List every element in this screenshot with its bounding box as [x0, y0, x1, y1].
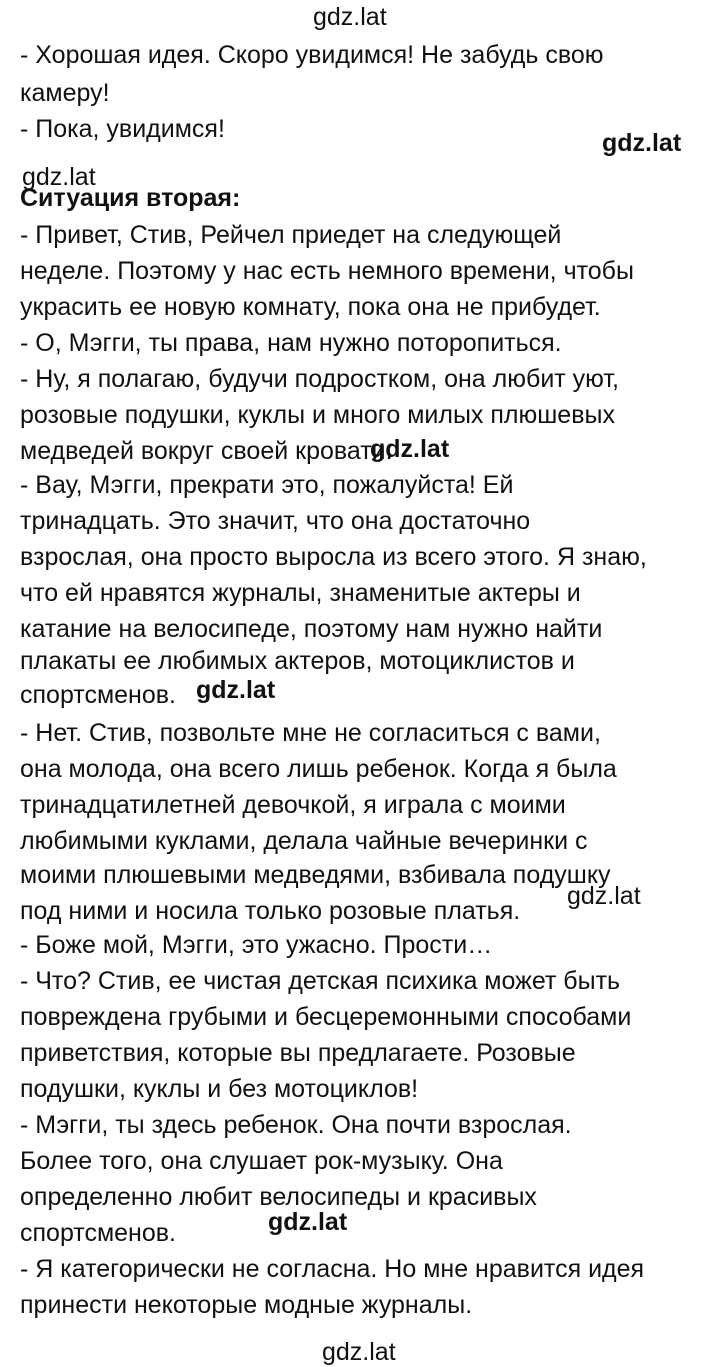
text-line: - Ну, я полагаю, будучи подростком, она любит уют, — [20, 365, 619, 393]
text-line: - Пока, увидимся! — [20, 115, 225, 143]
text-line: камеру! — [20, 79, 110, 107]
section-heading: Ситуация вторая: — [20, 184, 241, 212]
text-line: подушки, куклы и без мотоциклов! — [20, 1075, 419, 1103]
text-line: - Вау, Мэгги, прекрати это, пожалуйста! Ей — [20, 471, 514, 499]
text-line: приветствия, которые вы предлагаете. Розовые — [20, 1039, 576, 1067]
text-line: она молода, она всего лишь ребенок. Когда я была — [20, 755, 617, 783]
text-line: катание на велосипеде, поэтому нам нужно найти — [20, 615, 603, 643]
text-line: - Я категорически не согласна. Но мне нравится идея — [20, 1255, 645, 1283]
text-line: спортсменов. — [20, 1219, 176, 1247]
text-line: - Привет, Стив, Рейчел приедет на следующей — [20, 221, 562, 249]
text-line: - Нет. Стив, позвольте мне не согласиться с вами, — [20, 719, 601, 747]
text-line: тринадцатилетней девочкой, я играла с моими — [20, 791, 566, 819]
text-line: украсить ее новую комнату, пока она не прибудет. — [20, 293, 601, 321]
text-line: Более того, она слушает рок-музыку. Она — [20, 1147, 503, 1175]
watermark-left-1: gdz.lat — [22, 163, 96, 191]
watermark-inline-2: gdz.lat — [196, 676, 276, 704]
text-line: взрослая, она просто выросла из всего этого. Я знаю, — [20, 543, 647, 571]
text-line: тринадцать. Это значит, что она достаточно — [20, 507, 531, 535]
watermark-top: gdz.lat — [313, 3, 387, 31]
watermark-right-2: gdz.lat — [567, 882, 641, 910]
watermark-bottom: gdz.lat — [322, 1338, 396, 1366]
text-line: - Что? Стив, ее чистая детская психика может быть — [20, 967, 621, 995]
text-line: что ей нравятся журналы, знаменитые актеры и — [20, 579, 581, 607]
text-line: принести некоторые модные журналы. — [20, 1291, 473, 1319]
text-line: моими плюшевыми медведями, взбивала подушку — [20, 861, 611, 889]
text-line: любимыми куклами, делала чайные вечеринки с — [20, 827, 588, 855]
text-line: медведей вокруг своей кровати. — [20, 437, 393, 465]
text-line: определенно любит велосипеды и красивых — [20, 1183, 537, 1211]
watermark-inline-3: gdz.lat — [268, 1208, 348, 1236]
watermark-right-1: gdz.lat — [602, 129, 682, 157]
text-line: повреждена грубыми и бесцеремонными способами — [20, 1003, 632, 1031]
text-line: спортсменов. — [20, 681, 176, 709]
text-line: розовые подушки, куклы и много милых плюшевых — [20, 401, 615, 429]
text-line: неделе. Поэтому у нас есть немного времени, чтобы — [20, 257, 634, 285]
text-line: - Боже мой, Мэгги, это ужасно. Прости… — [20, 931, 493, 959]
text-line: - О, Мэгги, ты права, нам нужно поторопиться. — [20, 329, 562, 357]
text-line: плакаты ее любимых актеров, мотоциклистов и — [20, 647, 575, 675]
text-line: - Мэгги, ты здесь ребенок. Она почти взрослая. — [20, 1111, 572, 1139]
text-line: под ними и носила только розовые платья. — [20, 897, 521, 925]
text-line: - Хорошая идея. Скоро увидимся! Не забудь свою — [20, 41, 604, 69]
watermark-inline-1: gdz.lat — [370, 435, 450, 463]
